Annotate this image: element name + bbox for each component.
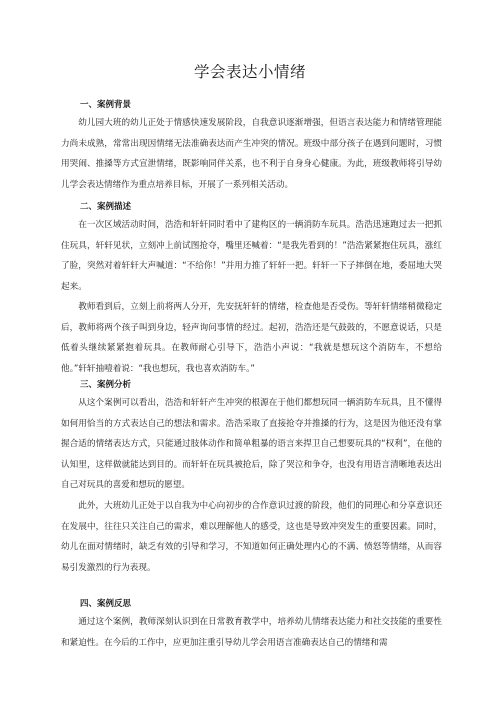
paragraph-description-1: 在一次区域活动时间，浩浩和轩轩同时看中了建构区的一辆消防车玩具。浩浩迅速跑过去一把抓住玩具，轩轩见状，立刻冲上前试图抢夺，嘴里还喊着：“是我先看到的！”浩浩紧紧抱住玩具，涨红了脸，突然对着轩轩大声喊道：“不给你！”并用力推了轩轩一把。轩轩一下子摔倒在地，委屈地大哭起来。 bbox=[61, 220, 442, 292]
document-title: 学会表达小情绪 bbox=[193, 63, 306, 81]
section-heading-description: 二、案例描述 bbox=[80, 202, 132, 212]
paragraph-background: 幼儿园大班的幼儿正处于情感快速发展阶段，自我意识逐渐增强，但语言表达能力和情绪管理能力尚未成熟，常常出现因情绪无法准确表达而产生冲突的情况。班级中部分孩子在遇到问题时，习惯用哭闹、推搡等方式宣泄情绪，既影响同伴关系，也不利于自身身心健康。为此，班级教师将引导幼儿学会表达情绪作为重点培养目标，开展了一系列相关活动。 bbox=[61, 118, 442, 190]
section-heading-analysis: 三、案例分析 bbox=[80, 380, 132, 390]
paragraph-reflection: 通过这个案例，教师深刻认识到在日常教育教学中，培养幼儿情绪表达能力和社交技能的重要性和紧迫性。在今后的工作中，应更加注重引导幼儿学会用语言准确表达自己的情绪和需 bbox=[61, 617, 442, 648]
section-heading-background: 一、案例背景 bbox=[80, 100, 132, 110]
section-heading-reflection: 四、案例反思 bbox=[80, 599, 132, 609]
paragraph-description-2: 教师看到后，立刻上前将两人分开，先安抚轩轩的情绪，检查他是否受伤。等轩轩情绪稍微稳定后，教师将两个孩子叫到身边，轻声询问事情的经过。起初，浩浩还是气鼓鼓的，不愿意说话，只是低着头继续紧紧抱着玩具。在教师耐心引导下，浩浩小声说：“我就是想玩这个消防车，不想给他。”轩轩抽噎着说：“我也想玩，我也喜欢消防车。” bbox=[61, 302, 442, 374]
paragraph-analysis-2: 此外，大班幼儿正处于以自我为中心向初步的合作意识过渡的阶段，他们的同理心和分享意识还在发展中，往往只关注自己的需求，难以理解他人的感受，这也是导致冲突发生的重要因素。同时，幼儿在面对情绪时，缺乏有效的引导和学习，不知道如何正确处理内心的不满、愤怒等情绪，从而容易引发激烈的行为表现。 bbox=[61, 501, 442, 573]
paragraph-analysis-1: 从这个案例可以看出，浩浩和轩轩产生冲突的根源在于他们都想玩同一辆消防车玩具，且不懂得如何用恰当的方式表达自己的想法和需求。浩浩采取了直接抢夺并推搡的行为，这是因为他还没有掌握合适的情绪表达方式，只能通过肢体动作和简单粗暴的语言来捍卫自己想要玩具的“权利”，在他的认知里，这样做就能达到目的。而轩轩在玩具被抢后，除了哭泣和争夺，也没有用语言清晰地表达出自己对玩具的喜爱和想玩的愿望。 bbox=[61, 398, 442, 490]
